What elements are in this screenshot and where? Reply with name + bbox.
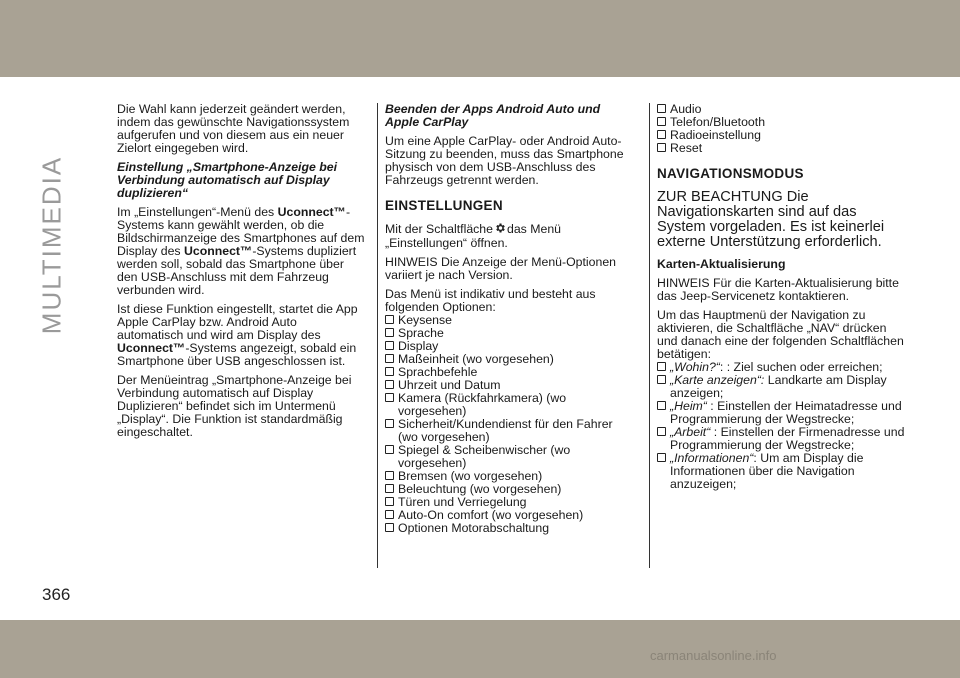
list-item: Radioeinstellung (657, 129, 907, 142)
checkbox-bullet-icon (385, 315, 394, 324)
checkbox-bullet-icon (385, 341, 394, 350)
checkbox-bullet-icon (385, 445, 394, 454)
list-item: Optionen Motorabschaltung (385, 522, 633, 535)
subheading: Einstellung „Smartphone-Anzeige bei Verbindung automatisch auf Display duplizieren“ (117, 160, 337, 200)
settings-list-continued (657, 103, 907, 155)
list-item: Sprache (385, 327, 633, 340)
subheading: Beenden der Apps Android Auto und Apple CarPlay (385, 102, 601, 129)
checkbox-bullet-icon (385, 471, 394, 480)
list-item: Reset (657, 142, 907, 155)
checkbox-bullet-icon (657, 362, 666, 371)
watermark: carmanualsonline.info (650, 648, 777, 663)
list-item: Keysense (385, 314, 633, 327)
list-item: Sprachbefehle (385, 366, 633, 379)
section-side-label: MULTIMEDIA (36, 155, 67, 335)
column-divider-2 (649, 103, 650, 568)
section-heading: EINSTELLUNGEN (385, 198, 503, 213)
checkbox-bullet-icon (385, 380, 394, 389)
checkbox-bullet-icon (385, 484, 394, 493)
column-divider-1 (377, 103, 378, 568)
checkbox-bullet-icon (657, 427, 666, 436)
list-item: „Karte anzeigen“: Landkarte am Display anzeigen; (657, 374, 907, 400)
bottom-band (0, 620, 960, 678)
column-1 (117, 103, 365, 445)
checkbox-bullet-icon (657, 401, 666, 410)
paragraph: Ist diese Funktion eingestellt, startet die App Apple CarPlay bzw. Android Auto automatisch und wird am Display des Uconnect™-Systems angezeigt, sobald ein Smartphone über USB angeschlossen ist. (117, 302, 358, 368)
checkbox-bullet-icon (657, 130, 666, 139)
note: HINWEIS Die Anzeige der Menü-Optionen variiert je nach Version. (385, 255, 617, 282)
checkbox-bullet-icon (657, 375, 666, 384)
checkbox-bullet-icon (385, 523, 394, 532)
paragraph: Im „Einstellungen“-Menü des Uconnect™-Systems kann gewählt werden, ob die Bildschirmanzeige des Smartphones auf dem Display des Uconnect™-Systems dupliziert werden soll, sobald das Smartphone über den USB-Anschluss mit dem Fahrzeug verbunden wird. (117, 205, 365, 297)
list-item: Sicherheit/Kundendienst für den Fahrer (wo vorgesehen) (385, 418, 633, 444)
list-item: Uhrzeit und Datum (385, 379, 633, 392)
nav-list (657, 361, 907, 491)
caution-note: ZUR BEACHTUNG Die Navigationskarten sind auf das System vorgeladen. Es ist keinerlei externe Unterstützung erforderlich. (657, 189, 885, 250)
checkbox-bullet-icon (385, 510, 394, 519)
list-item: Telefon/Bluetooth (657, 116, 907, 129)
column-3 (657, 103, 907, 497)
checkbox-bullet-icon (385, 354, 394, 363)
note: HINWEIS Für die Karten-Aktualisierung bitte das Jeep-Servicenetz kontaktieren. (657, 276, 899, 303)
section-heading: NAVIGATIONSMODUS (657, 166, 804, 181)
checkbox-bullet-icon (657, 143, 666, 152)
top-band (0, 0, 960, 77)
checkbox-bullet-icon (657, 104, 666, 113)
list-item: Bremsen (wo vorgesehen) (385, 470, 633, 483)
paragraph: Um das Hauptmenü der Navigation zu aktivieren, die Schaltfläche „NAV“ drücken und danach eine der folgenden Schaltflächen betätigen: (657, 308, 904, 361)
checkbox-bullet-icon (657, 117, 666, 126)
subsection-heading: Karten-Aktualisierung (657, 257, 786, 271)
settings-list (385, 314, 633, 535)
list-item: Maßeinheit (wo vorgesehen) (385, 353, 633, 366)
checkbox-bullet-icon (385, 328, 394, 337)
list-item: Beleuchtung (wo vorgesehen) (385, 483, 633, 496)
checkbox-bullet-icon (385, 367, 394, 376)
checkbox-bullet-icon (657, 453, 666, 462)
list-item: „Wohin?“: : Ziel suchen oder erreichen; (657, 361, 907, 374)
list-item: „Heim“ : Einstellen der Heimatadresse und Programmierung der Wegstrecke; (657, 400, 907, 426)
paragraph: Die Wahl kann jederzeit geändert werden, indem das gewünschte Navigationssystem aufgerufen und von diesem aus ein neuer Zielort eingegeben wird. (117, 102, 350, 155)
checkbox-bullet-icon (385, 497, 394, 506)
paragraph: Mit der Schaltfläche das Menü „Einstellungen“ öffnen. (385, 221, 562, 250)
list-item: Audio (657, 103, 907, 116)
list-item: Auto-On comfort (wo vorgesehen) (385, 509, 633, 522)
list-item: Kamera (Rückfahrkamera) (wo vorgesehen) (385, 392, 633, 418)
paragraph: Das Menü ist indikativ und besteht aus folgenden Optionen: (385, 287, 596, 314)
gear-icon (494, 222, 506, 237)
page-number: 366 (42, 585, 71, 604)
list-item: Türen und Verriegelung (385, 496, 633, 509)
list-item: „Arbeit“ : Einstellen der Firmenadresse und Programmierung der Wegstrecke; (657, 426, 907, 452)
checkbox-bullet-icon (385, 419, 394, 428)
list-item: „Informationen“: Um am Display die Informationen über die Navigation anzuzeigen; (657, 452, 907, 491)
list-item: Display (385, 340, 633, 353)
paragraph: Um eine Apple CarPlay- oder Android Auto-Sitzung zu beenden, muss das Smartphone physisch von dem USB-Anschluss des Fahrzeugs getrennt werden. (385, 134, 624, 187)
checkbox-bullet-icon (385, 393, 394, 402)
list-item: Spiegel & Scheibenwischer (wo vorgesehen) (385, 444, 633, 470)
paragraph: Der Menüeintrag „Smartphone-Anzeige bei Verbindung automatisch auf Display Duplizieren“ befindet sich im Untermenü „Display“. Die Funktion ist standardmäßig eingeschaltet. (117, 373, 352, 439)
column-2 (385, 103, 633, 541)
